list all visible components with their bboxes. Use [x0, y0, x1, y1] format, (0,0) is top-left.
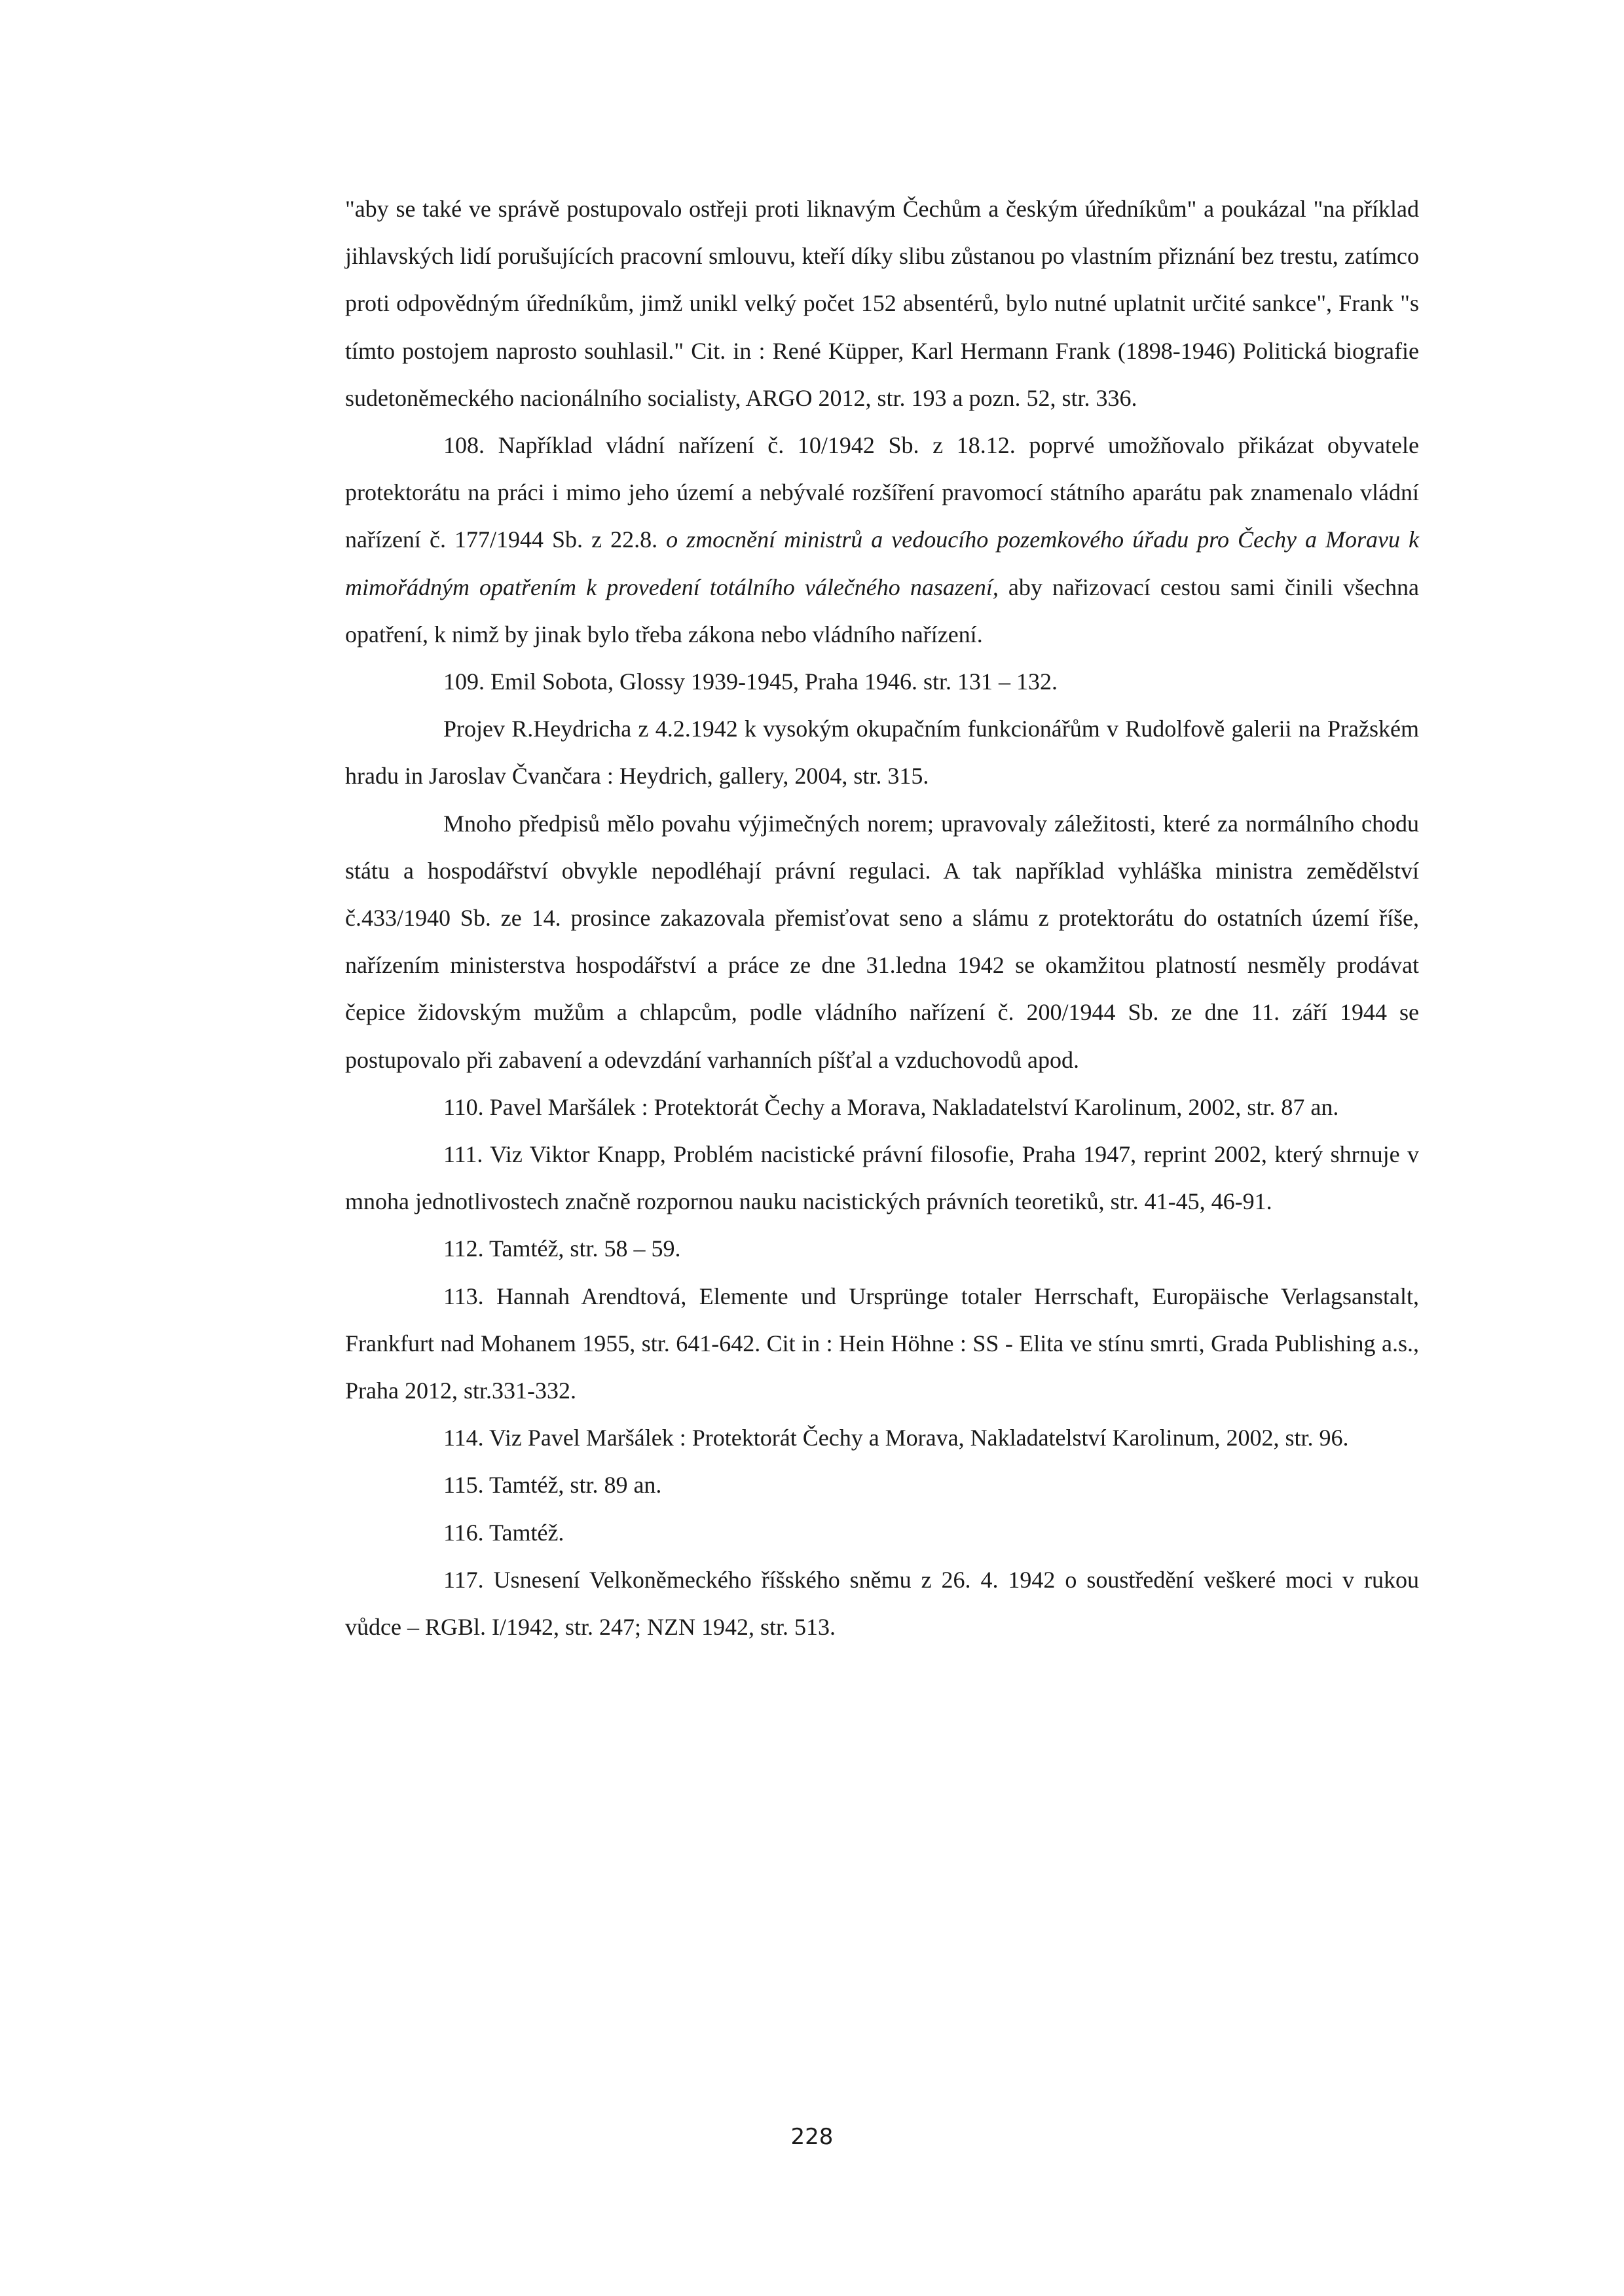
footnote-113: 113. Hannah Arendtová, Elemente und Ursprünge totaler Herrschaft, Europäische Verlagsanstalt, Frankfurt nad Mohanem 1955, str. 641-642. Cit in : Hein Höhne : SS - Elita ve stínu smrti, Grada Publishing a.s., Praha 2012, str.331-332. — [345, 1283, 1419, 1404]
paragraph-heydrich-speech: Projev R.Heydricha z 4.2.1942 k vysokým okupačním funkcionářům v Rudolfově galerii na Pražském hradu in Jaroslav Čvančara : Heydrich, gallery, 2004, str. 315. — [345, 716, 1419, 790]
document-body — [345, 185, 1419, 1650]
footnote-114: 114. Viz Pavel Maršálek : Protektorát Čechy a Morava, Nakladatelství Karolinum, 2002, str. 96. — [443, 1425, 1349, 1451]
page-number: 228 — [790, 2124, 834, 2150]
footnote-110: 110. Pavel Maršálek : Protektorát Čechy a Morava, Nakladatelství Karolinum, 2002, str. 87 an. — [443, 1093, 1339, 1120]
footnote-108-text: 108. Například vládní nařízení č. 10/1942 Sb. z 18.12. poprvé umožňovalo přikázat obyvatele protektorátu na práci i mimo jeho území a nebývalé rozšíření pravomocí státního aparátu pak znamenalo vládní nařízení č. 177/1944 Sb. z 22.8. — [345, 432, 1419, 553]
paragraph-exceptional-norms: Mnoho předpisů mělo povahu výjimečných norem; upravovaly záležitosti, které za normálního chodu státu a hospodářství obvykle nepodléhají právní regulaci. A tak například vyhláška ministra zemědělství č.433/1940 Sb. ze 14. prosince zakazovala přemisťovat seno a slámu z protektorátu do ostatních území říše, nařízením ministerstva hospodářství a práce ze dne 31.ledna 1942 se okamžitou platností nesměly prodávat čepice židovským mužům a chlapcům, podle vládního nařízení č. 200/1944 Sb. ze dne 11. září 1944 se postupovalo při zabavení a odevzdání varhanních píšťal a vzduchovodů apod. — [345, 810, 1419, 1073]
footnote-108-text-end: aby nařizovací cestou sami činili všechna opatření, k nimž by jinak bylo třeba zákona nebo vládního nařízení. — [345, 574, 1419, 647]
footnote-108-italic-title: o zmocnění ministrů a vedoucího pozemkového úřadu pro Čechy a Moravu k mimořádným opatřením k provedení totálního válečného nasazení, — [345, 526, 1419, 600]
footnote-116: 116. Tamtéž. — [443, 1519, 564, 1546]
footnote-108 — [345, 422, 1419, 658]
footnote-112: 112. Tamtéž, str. 58 – 59. — [443, 1235, 681, 1262]
footnote-109: 109. Emil Sobota, Glossy 1939-1945, Praha 1946. str. 131 – 132. — [443, 668, 1058, 695]
paragraph-continuation: "aby se také ve správě postupovalo ostřeji proti liknavým Čechům a českým úředníkům" a poukázal "na příklad jihlavských lidí porušujících pracovní smlouvu, kteří díky slibu zůstanou po vlastním přiznání bez trestu, zatímco proti odpovědným úředníkům, jimž unikl velký počet 152 absentérů, bylo nutné uplatnit určité sankce", Frank "s tímto postojem naprosto souhlasil." Cit. in : René Küpper, Karl Hermann Frank (1898-1946) Politická biografie sudetoněmeckého nacionálního socialisty, ARGO 2012, str. 193 a pozn. 52, str. 336. — [345, 196, 1419, 411]
footnote-117: 117. Usnesení Velkoněmeckého říšského sněmu z 26. 4. 1942 o soustředění veškeré moci v rukou vůdce – RGBl. I/1942, str. 247; NZN 1942, str. 513. — [345, 1566, 1419, 1641]
footnote-111: 111. Viz Viktor Knapp, Problém nacistické právní filosofie, Praha 1947, reprint 2002, který shrnuje v mnoha jednotlivostech značně rozpornou nauku nacistických právních teoretiků, str. 41-45, 46-91. — [345, 1141, 1419, 1215]
footnote-115: 115. Tamtéž, str. 89 an. — [443, 1472, 662, 1499]
